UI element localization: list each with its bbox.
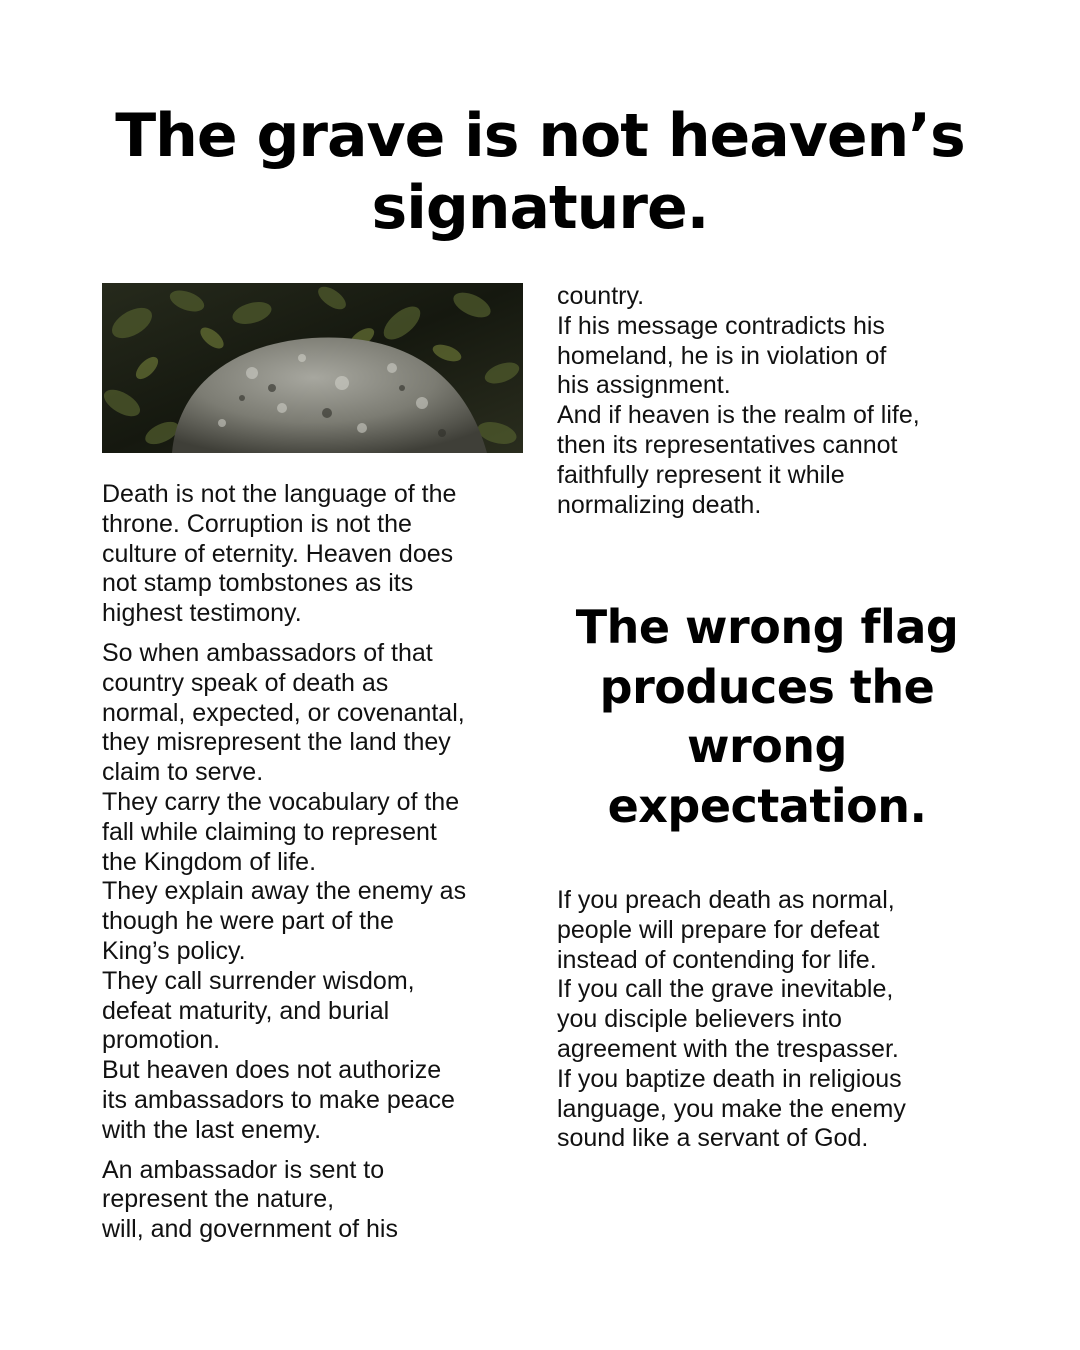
text-line: not stamp tombstones as its bbox=[102, 569, 414, 598]
text-line: country. bbox=[557, 282, 645, 310]
text-line: But heaven does not authorize bbox=[102, 1056, 442, 1085]
text-line: claim to serve. bbox=[102, 758, 264, 787]
text-line: instead of contending for life. bbox=[557, 945, 877, 974]
text-line: normal, expected, or covenantal, bbox=[102, 698, 465, 727]
text-line: though he were part of the bbox=[102, 907, 394, 936]
text-line: with the last enemy. bbox=[102, 1115, 322, 1144]
text-line: throne. Corruption is not the bbox=[102, 509, 412, 538]
text-line: they misrepresent the land they bbox=[102, 728, 451, 757]
title-line: signature. bbox=[371, 173, 709, 243]
subheading-line: wrong bbox=[687, 719, 847, 773]
text-line: If you call the grave inevitable, bbox=[557, 975, 894, 1004]
text-line: fall while claiming to represent bbox=[102, 817, 437, 846]
text-line: then its representatives cannot bbox=[557, 430, 898, 459]
text-line: They carry the vocabulary of the bbox=[102, 787, 460, 816]
right-column-bottom bbox=[557, 886, 997, 1154]
text-line: people will prepare for defeat bbox=[557, 915, 880, 944]
text-line: sound like a servant of God. bbox=[557, 1124, 869, 1153]
text-line: faithfully represent it while bbox=[557, 460, 845, 489]
text-line: promotion. bbox=[102, 1026, 221, 1055]
text-line: homeland, he is in violation of bbox=[557, 341, 887, 370]
text-line: its ambassadors to make peace bbox=[102, 1085, 455, 1114]
text-line: And if heaven is the realm of life, bbox=[557, 401, 920, 430]
subheading-line: The wrong flag bbox=[575, 600, 959, 654]
text-line: So when ambassadors of that bbox=[102, 638, 433, 667]
text-line: culture of eternity. Heaven does bbox=[102, 539, 454, 568]
subheading-line: expectation. bbox=[607, 778, 927, 833]
gravestone-photo bbox=[102, 283, 523, 453]
paragraph bbox=[102, 1156, 534, 1245]
text-line: If his message contradicts his bbox=[557, 311, 885, 340]
subheading bbox=[557, 598, 977, 836]
text-line: defeat maturity, and burial bbox=[102, 996, 390, 1025]
text-line: highest testimony. bbox=[102, 599, 302, 628]
page-title bbox=[60, 100, 1020, 244]
text-line: normalizing death. bbox=[557, 490, 762, 519]
right-column-top bbox=[557, 282, 997, 520]
text-line: represent the nature, bbox=[102, 1185, 335, 1214]
text-line: Death is not the language of the bbox=[102, 480, 457, 508]
text-line: language, you make the enemy bbox=[557, 1094, 906, 1123]
text-line: will, and government of his bbox=[102, 1215, 398, 1244]
text-line: If you baptize death in religious bbox=[557, 1064, 902, 1093]
subheading-line: produces the bbox=[599, 659, 935, 714]
text-line: An ambassador is sent to bbox=[102, 1155, 385, 1184]
text-line: King’s policy. bbox=[102, 936, 246, 965]
text-line: If you preach death as normal, bbox=[557, 886, 895, 914]
text-line: country speak of death as bbox=[102, 668, 389, 697]
left-column bbox=[102, 480, 534, 1255]
text-line: They explain away the enemy as bbox=[102, 877, 467, 906]
title-line: The grave is not heaven’s bbox=[115, 101, 965, 171]
text-line: his assignment. bbox=[557, 371, 731, 400]
text-line: They call surrender wisdom, bbox=[102, 966, 415, 995]
text-line: the Kingdom of life. bbox=[102, 847, 317, 876]
text-line: agreement with the trespasser. bbox=[557, 1034, 899, 1063]
text-line: you disciple believers into bbox=[557, 1005, 842, 1034]
paragraph bbox=[102, 480, 534, 629]
paragraph bbox=[102, 639, 534, 1146]
